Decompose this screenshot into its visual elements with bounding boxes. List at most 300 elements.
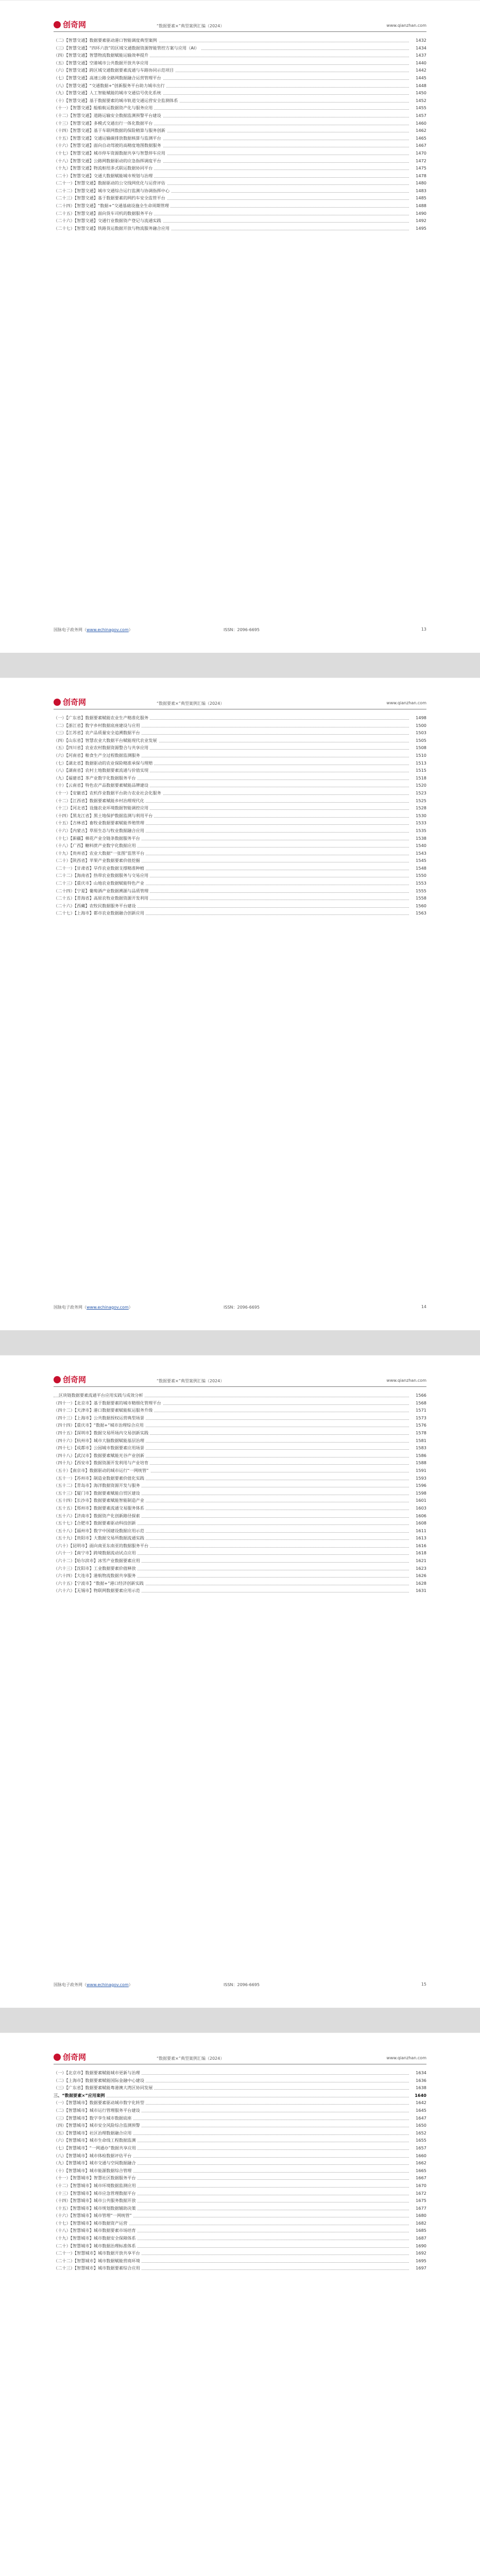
toc-entry[interactable] (54, 2137, 426, 2144)
toc-entry[interactable] (54, 744, 426, 752)
toc-entry-page: 1535 (414, 827, 426, 835)
toc-entry-title: （四）【智慧城市】城市安全风险综合监测预警 (54, 2122, 142, 2129)
header-url: www.qianzhan.com (386, 23, 426, 28)
toc-entry[interactable] (54, 2264, 426, 2272)
toc-entry-page: 1434 (414, 44, 426, 52)
toc-entry-page: 1655 (414, 2137, 426, 2144)
toc-entry-title: （六）【河南省】粮食生产全过程数据监测服务 (54, 752, 142, 759)
toc-entry[interactable] (54, 1467, 426, 1475)
toc-entry-title: （二十四）【智慧交通】“数据+”交通基础设施全生命周期管理 (54, 202, 170, 210)
toc-entry[interactable] (54, 1527, 426, 1535)
toc-entry[interactable] (54, 194, 426, 202)
toc-entry-title: （十五）【智慧城市】城市规划数据辅助决策 (54, 2205, 138, 2212)
toc-entry-page: 1528 (414, 804, 426, 812)
toc-entry[interactable] (54, 2174, 426, 2182)
toc-entry-title: （二十六）【西藏】农牧民数据服务平台建设 (54, 902, 138, 910)
toc-entry-title: （十九）【贵州省】农业大数据“一张图”监管平台 (54, 850, 146, 857)
toc-entry[interactable] (54, 1580, 426, 1587)
toc-entry-title: （二十四）【宁夏】葡萄酒产业数据溯源与品质管理 (54, 887, 150, 895)
toc-entry-title: （十三）【河北省】设施农业环境数据智能调控应用 (54, 804, 150, 812)
toc-entry[interactable] (54, 2144, 426, 2152)
toc-entry-page: 1677 (414, 2205, 426, 2212)
toc-entry-title: （二十七）【智慧交通】铁路货运数据开放与物流服务融合应用 (54, 225, 171, 232)
toc-entry-page: 1457 (414, 112, 426, 120)
toc-entry-title: （十四）【智慧城市】城市公共服务数据开放 (54, 2197, 138, 2205)
toc-entry[interactable] (54, 1587, 426, 1595)
header-url: www.qianzhan.com (386, 1378, 426, 1383)
toc-entry[interactable] (54, 1452, 426, 1460)
toc-entry[interactable] (54, 142, 426, 149)
toc-entry-page: 1432 (414, 37, 426, 44)
logo-text: 创奇网 (63, 1375, 87, 1384)
toc-entry[interactable] (54, 782, 426, 789)
toc-entry[interactable] (54, 865, 426, 872)
toc-entry-page: 1618 (414, 1549, 426, 1557)
footer-source-label: 国脉电子政务网 (54, 628, 82, 632)
toc-entry-page: 1568 (414, 1399, 426, 1407)
header-title: “数据要素×”典型案例汇编（2024） (157, 24, 225, 28)
toc-entry-title: （五十一）【苏州市】制造业数据要素价值化实践 (54, 1475, 146, 1482)
toc-entry[interactable] (54, 1549, 426, 1557)
toc-entry-page: 1576 (414, 1421, 426, 1429)
toc-entry[interactable] (54, 179, 426, 187)
toc-entry[interactable] (54, 1572, 426, 1580)
toc-entry[interactable] (54, 1399, 426, 1407)
toc-entry-page: 1695 (414, 2257, 426, 2265)
toc-entry-title: （十）【云南省】特色农产品数据要素赋能品牌建设 (54, 782, 150, 789)
toc-entry-page: 1460 (414, 120, 426, 127)
toc-entry-page: 1492 (414, 217, 426, 225)
toc-entry[interactable] (54, 729, 426, 737)
toc-entry[interactable] (54, 1489, 426, 1497)
publisher-logo (54, 697, 86, 707)
toc-entry[interactable] (54, 2242, 426, 2250)
toc-entry[interactable] (54, 767, 426, 774)
toc-entry[interactable] (54, 2234, 426, 2242)
document-page (0, 0, 480, 653)
toc-entry-page: 1616 (414, 1542, 426, 1550)
toc-entry-title: （一）【智慧城市】数据要素驱动城市数字化转型 (54, 2099, 146, 2107)
toc-entry[interactable] (54, 2107, 426, 2114)
toc-entry-page: 1490 (414, 210, 426, 217)
toc-entry-title: （三）【智慧交通】“四环六放”的区域交通数据资源智能管控方案与应用（AI） (54, 44, 201, 52)
toc-entry-page: 1608 (414, 1519, 426, 1527)
toc-entry[interactable] (54, 835, 426, 842)
toc-entry-title: （二）【智慧交通】数据要素驱动港口智能调度典型案例 (54, 37, 159, 44)
toc-entry[interactable] (54, 850, 426, 857)
toc-entry[interactable] (54, 1406, 426, 1414)
toc-entry-title: （二十一）【智慧交通】数据驱动的公交线网优化与运营评估 (54, 179, 167, 187)
page-header (54, 696, 426, 709)
toc-entry[interactable] (54, 2227, 426, 2234)
toc-entry-title: （二）【智慧城市】城市运行管理服务平台建设 (54, 2107, 142, 2114)
toc-entry-title: （一）【广东省】数据要素赋能农业生产精准化服务 (54, 714, 150, 722)
toc-entry-page: 1452 (414, 97, 426, 105)
toc-entry-title: （八）【智慧城市】城市体检数据评估平台 (54, 2152, 133, 2160)
header-title: “数据要素×”典型案例汇编（2024） (157, 1379, 225, 1383)
toc-entry-page: 1550 (414, 872, 426, 879)
toc-entry-page: 1667 (414, 2174, 426, 2182)
toc-entry[interactable] (54, 812, 426, 820)
toc-entry[interactable] (54, 157, 426, 165)
toc-entry[interactable] (54, 2084, 426, 2092)
toc-entry-title: （二十六）【智慧交通】交通行业数据资产登记与流通实践 (54, 217, 163, 225)
toc-entry[interactable] (54, 1542, 426, 1550)
toc-entry-page: 1697 (414, 2264, 426, 2272)
toc-entry[interactable] (54, 1429, 426, 1437)
toc-entry-title: （四十八）【武汉市】数据要素赋能光谷产业创新 (54, 1452, 146, 1460)
toc-entry[interactable] (54, 149, 426, 157)
toc-entry-page: 1465 (414, 134, 426, 142)
page-footer (54, 627, 426, 633)
toc-entry[interactable] (54, 127, 426, 134)
toc-entry-title: （五十四）【长沙市】数据要素赋能智能制造产业 (54, 1497, 146, 1504)
toc-entry[interactable] (54, 2190, 426, 2197)
toc-entry-page: 1665 (414, 2167, 426, 2175)
toc-entry-page: 1675 (414, 2197, 426, 2205)
toc-entry-page: 1495 (414, 225, 426, 232)
toc-entry-title: （四十五）【深圳市】数据交易所场内交易创新实践 (54, 1429, 150, 1437)
toc-entry-page: 1548 (414, 865, 426, 872)
toc-entry[interactable] (54, 827, 426, 835)
toc-entry[interactable] (54, 2182, 426, 2190)
toc-entry-title: （十一）【智慧交通】船舶航运数据资产化与服务应用 (54, 104, 154, 112)
toc-entry[interactable] (54, 894, 426, 902)
toc-entry[interactable] (54, 879, 426, 887)
toc-entry[interactable] (54, 2114, 426, 2122)
toc-entry-page: 1508 (414, 744, 426, 752)
toc-entry[interactable] (54, 37, 426, 44)
toc-entry[interactable] (54, 714, 426, 722)
toc-entry[interactable] (54, 112, 426, 120)
toc-entry[interactable] (54, 857, 426, 865)
toc-entry-title: （二十二）【智慧交通】城市交通综合运行监测与协调指挥中心 (54, 187, 171, 195)
toc-entry-page: 1578 (414, 1429, 426, 1437)
toc-entry-page: 1640 (413, 2092, 426, 2099)
toc-entry[interactable] (54, 2219, 426, 2227)
toc-entry-page: 1515 (414, 767, 426, 774)
toc-entry[interactable] (54, 842, 426, 850)
toc-entry-title: （十六）【智慧城市】城市管理“一网统管” (54, 2212, 133, 2219)
toc-entry[interactable] (54, 1557, 426, 1565)
toc-entry-page: 1634 (414, 2069, 426, 2077)
footer-issn: ISSN：2096-6695 (224, 1305, 260, 1310)
toc-entry[interactable] (54, 225, 426, 232)
toc-entry-page: 1638 (414, 2084, 426, 2092)
page-footer (54, 1982, 426, 1988)
toc-entry[interactable] (54, 1519, 426, 1527)
toc-entry-title: （三）【智慧城市】数字孪生城市数据底座 (54, 2114, 133, 2122)
toc-entry[interactable] (54, 804, 426, 812)
toc-entry-page: 1626 (414, 1572, 426, 1580)
toc-entry-page: 1628 (414, 1580, 426, 1587)
toc-entry-title: （二十一）【智慧城市】城市数据开放共享平台 (54, 2249, 142, 2257)
toc-entry-page: 1672 (414, 2190, 426, 2197)
toc-entry-title: （五十九）【贵阳市】大数据交易所数据流通实践 (54, 1534, 146, 1542)
toc-entry-title: （十六）【内蒙古】草原生态与牧业数据融合应用 (54, 827, 146, 835)
leader-dots (54, 2092, 409, 2097)
toc-entry-page: 1505 (414, 737, 426, 744)
toc-entry-title: （十五）【吉林省】畜牧业数据要素赋能养殖管理 (54, 819, 146, 827)
toc-entry[interactable] (54, 1475, 426, 1482)
header-url: www.qianzhan.com (386, 2056, 426, 2060)
toc-entry[interactable] (54, 819, 426, 827)
toc-entry-title: （四十一）【北京市】基于数据要素的城市精细化管理平台 (54, 1399, 163, 1407)
toc-entry-page: 1623 (414, 1565, 426, 1572)
footer-page-number: 14 (421, 1304, 426, 1309)
toc-entry[interactable] (54, 2205, 426, 2212)
toc-entry-page: 1621 (414, 1557, 426, 1565)
toc-entry-title: （四）【智慧交通】智慧物流数据赋能运输效率提升 (54, 52, 150, 59)
toc-entry[interactable] (54, 872, 426, 879)
toc-entry-page: 1660 (414, 2152, 426, 2160)
toc-entry[interactable] (54, 74, 426, 82)
toc-entry-page: 1503 (414, 729, 426, 737)
toc-entry-page: 1475 (414, 164, 426, 172)
toc-entry-page: 1500 (414, 722, 426, 730)
toc-entry-title: （四十三）【上海市】公共数据授权运营典型场景 (54, 1414, 146, 1422)
toc-entry-page: 1586 (414, 1452, 426, 1460)
toc-entry[interactable] (54, 902, 426, 910)
toc-entry-page: 1442 (414, 66, 426, 74)
toc-entry-page: 1445 (414, 74, 426, 82)
toc-entry-page: 1581 (414, 1437, 426, 1445)
publisher-logo (54, 1374, 86, 1385)
toc-entry[interactable] (54, 210, 426, 217)
toc-entry-title: （九）【智慧城市】城市交通与空间数据融合 (54, 2159, 138, 2167)
toc-entry-page: 1601 (414, 1497, 426, 1504)
header-title: “数据要素×”典型案例汇编（2024） (157, 2056, 225, 2061)
toc-entry-page: 1650 (414, 2122, 426, 2129)
toc-entry-page: 1647 (414, 2114, 426, 2122)
toc-entry-page: 1488 (414, 202, 426, 210)
toc-entry[interactable] (54, 97, 426, 105)
toc-entry-page: 1523 (414, 789, 426, 797)
toc-entry-page: 1543 (414, 850, 426, 857)
toc-entry[interactable] (54, 1392, 426, 1399)
toc-entry-page: 1687 (414, 2234, 426, 2242)
footer-source: 国脉电子政务网（www.echinagov.com） (54, 1305, 133, 1310)
footer-page-number: 13 (421, 627, 426, 632)
document-page (0, 1355, 480, 2008)
toc-entry[interactable] (54, 120, 426, 127)
toc-entry-title: （五十五）【郑州市】数据要素流通交易服务体系 (54, 1504, 146, 1512)
toc-entry[interactable] (54, 1421, 426, 1429)
toc-entry[interactable] (54, 44, 426, 52)
toc-entry-page: 1591 (414, 1467, 426, 1475)
toc-entry-page: 1611 (414, 1527, 426, 1535)
toc-entry-title: （十五）【智慧交通】交通运输碳排放数据核算与监测平台 (54, 134, 163, 142)
toc-entry[interactable] (54, 797, 426, 805)
toc-entry[interactable] (54, 2159, 426, 2167)
toc-entry-page: 1437 (414, 52, 426, 59)
toc-entry-page: 1652 (414, 2129, 426, 2137)
toc-entry-title: （十七）【智慧交通】城市停车资源数据共享与智慧停车应用 (54, 149, 167, 157)
toc-entry-title: （六十二）【哈尔滨市】冰雪产业数据要素应用 (54, 1557, 142, 1565)
toc-entry-title: （十）【智慧城市】城市能源数据综合管理 (54, 2167, 133, 2175)
toc-entry-page: 1450 (414, 89, 426, 97)
toc-entry[interactable] (54, 789, 426, 797)
toc-entry-page: 1593 (414, 1475, 426, 1482)
logo-icon (54, 1376, 61, 1383)
logo-text: 创奇网 (63, 20, 87, 29)
toc-entry[interactable] (54, 909, 426, 917)
toc-entry-page: 1573 (414, 1414, 426, 1422)
toc-entry-page: 1448 (414, 82, 426, 90)
toc-entry[interactable] (54, 202, 426, 210)
toc-entry[interactable] (54, 164, 426, 172)
toc-entry[interactable] (54, 1482, 426, 1489)
toc-entry[interactable] (54, 2099, 426, 2107)
toc-entry-title: （二十五）【智慧交通】面向货车司机的数据服务平台 (54, 210, 154, 217)
toc-entry-title: （五十八）【福州市】数字中国建设数据应用示范 (54, 1527, 146, 1535)
toc-entry-page: 1657 (414, 2144, 426, 2152)
toc-entry-title: （五十七）【合肥市】数据要素驱动科技创新 (54, 1519, 138, 1527)
toc-entry-title: （六十三）【沈阳市】工业数据要素价值释放 (54, 1565, 138, 1572)
toc-entry-page: 1513 (414, 759, 426, 767)
toc-entry[interactable] (54, 187, 426, 195)
toc-list (54, 37, 426, 232)
toc-entry-title: （六）【智慧城市】城市生命线工程数据监测 (54, 2137, 138, 2144)
toc-entry[interactable] (54, 2152, 426, 2160)
toc-entry[interactable] (54, 2122, 426, 2129)
toc-entry[interactable] (54, 1437, 426, 1445)
toc-entry-title: （八）【湖南省】农村土地数据要素流通与价值实现 (54, 767, 150, 774)
toc-entry-title: （十一）【智慧城市】智慧社区数据服务平台 (54, 2174, 138, 2182)
toc-entry[interactable] (54, 2167, 426, 2175)
toc-entry-page: 1603 (414, 1504, 426, 1512)
toc-entry-title: （二十）【智慧交通】交通大数据赋能城市规划与治理 (54, 172, 154, 180)
toc-entry-title: （二十五）【青海省】高原农牧业数据资源开发利用 (54, 894, 150, 902)
toc-entry-title: （一）【北京市】数据要素赋能城市更新与治理 (54, 2069, 142, 2077)
toc-entry-page: 1520 (414, 782, 426, 789)
toc-entry-page: 1483 (414, 187, 426, 195)
toc-entry[interactable] (54, 52, 426, 59)
toc-entry[interactable] (54, 1414, 426, 1422)
toc-entry-title: （六十一）【南宁市】跨境数据流动试点应用 (54, 1549, 138, 1557)
toc-entry[interactable] (54, 1512, 426, 1520)
toc-entry-page: 1606 (414, 1512, 426, 1520)
document-page (0, 2032, 480, 2576)
toc-entry[interactable] (54, 2069, 426, 2077)
toc-entry-title: （十三）【智慧城市】城市应急管理数据平台 (54, 2190, 138, 2197)
toc-entry[interactable] (54, 1444, 426, 1452)
toc-entry[interactable] (54, 887, 426, 895)
toc-entry-page: 1518 (414, 774, 426, 782)
toc-entry[interactable] (54, 722, 426, 730)
toc-entry[interactable] (54, 1534, 426, 1542)
toc-entry-title: （七）【智慧城市】“一网通办”数据共享应用 (54, 2144, 138, 2152)
header-title: “数据要素×”典型案例汇编（2024） (157, 701, 225, 706)
toc-entry[interactable] (54, 2077, 426, 2084)
page-header (54, 2050, 426, 2064)
toc-entry-title: （十八）【智慧城市】城市数据要素市场培育 (54, 2227, 138, 2234)
toc-entry-page: 1498 (414, 714, 426, 722)
toc-entry[interactable] (54, 89, 426, 97)
page-header (54, 18, 426, 32)
toc-entry[interactable] (54, 59, 426, 67)
footer-link[interactable]: www.echinagov.com (87, 1305, 129, 1310)
toc-entry-title: （三）【江苏省】农产品质量安全追溯数据平台 (54, 729, 142, 737)
toc-entry[interactable] (54, 2212, 426, 2219)
toc-entry[interactable] (54, 172, 426, 180)
toc-section-heading[interactable] (54, 2092, 426, 2099)
toc-entry[interactable] (54, 1497, 426, 1504)
toc-entry[interactable] (54, 2129, 426, 2137)
logo-text: 创奇网 (63, 698, 87, 707)
toc-entry-page: 1566 (414, 1392, 426, 1399)
toc-list (54, 2069, 426, 2272)
toc-entry[interactable] (54, 217, 426, 225)
toc-entry-page: 1690 (414, 2242, 426, 2250)
toc-entry[interactable] (54, 1565, 426, 1572)
toc-entry-title: 三、“数据要素×”应用案例 (54, 2092, 107, 2099)
toc-entry[interactable] (54, 2249, 426, 2257)
toc-entry-page: 1485 (414, 194, 426, 202)
toc-entry[interactable] (54, 774, 426, 782)
footer-link[interactable]: www.echinagov.com (87, 1982, 129, 1987)
toc-entry-page: 1560 (414, 902, 426, 910)
toc-entry-title: （四）【山东省】智慧农业大数据平台赋能现代农业发展 (54, 737, 159, 744)
toc-entry[interactable] (54, 66, 426, 74)
toc-entry-title: （十二）【江西省】数据要素赋能乡村治理现代化 (54, 797, 146, 805)
toc-entry-page: 1553 (414, 879, 426, 887)
toc-entry-title: （四十七）【成都市】公园城市数据要素应用场景 (54, 1444, 146, 1452)
toc-entry[interactable] (54, 1459, 426, 1467)
toc-entry-page: 1645 (414, 2107, 426, 2114)
toc-entry-page: 1598 (414, 1489, 426, 1497)
toc-entry-title: （二十三）【重庆市】山地农业数据赋能特色产业 (54, 879, 146, 887)
toc-entry[interactable] (54, 1504, 426, 1512)
toc-entry-title: （九）【智慧交通】人工智能赋能的城市交通信号优化系统 (54, 89, 163, 97)
logo-icon (54, 699, 61, 706)
toc-entry-title: （六）【智慧交通】跨区域交通数据要素流通与车路协同示范项目 (54, 66, 175, 74)
toc-entry-page: 1636 (414, 2077, 426, 2084)
toc-entry-page: 1558 (414, 894, 426, 902)
toc-entry[interactable] (54, 737, 426, 744)
toc-entry[interactable] (54, 2197, 426, 2205)
toc-entry-title: （十一）【安徽省】农机作业数据平台助力农业社会化服务 (54, 789, 163, 797)
toc-entry-title: （二）【浙江省】数字乡村数据底座建设与应用 (54, 722, 142, 730)
toc-entry-page: 1583 (414, 1444, 426, 1452)
footer-issn: ISSN：2096-6695 (224, 1982, 260, 1987)
toc-entry-page: 1533 (414, 819, 426, 827)
toc-entry[interactable] (54, 759, 426, 767)
page-footer (54, 1304, 426, 1311)
toc-entry-title: （十四）【智慧交通】基于车联网数据的保险精算与服务创新 (54, 127, 167, 134)
toc-entry[interactable] (54, 82, 426, 90)
toc-entry-page: 1692 (414, 2249, 426, 2257)
toc-entry-page: 1642 (414, 2099, 426, 2107)
toc-entry-page: 1540 (414, 842, 426, 850)
toc-entry-title: （十九）【智慧城市】城市数据安全保障体系 (54, 2234, 138, 2242)
toc-entry-title: （十二）【智慧城市】城市环境数据监测应用 (54, 2182, 138, 2190)
footer-link[interactable]: www.echinagov.com (87, 628, 129, 632)
document-page (0, 677, 480, 1330)
toc-entry-page: 1571 (414, 1406, 426, 1414)
toc-entry[interactable] (54, 2257, 426, 2265)
toc-list (54, 714, 426, 917)
toc-entry-page: 1588 (414, 1459, 426, 1467)
toc-entry[interactable] (54, 134, 426, 142)
toc-entry-page: 1545 (414, 857, 426, 865)
toc-entry-title: （六十六）【无锡市】物联网数据要素应用示范 (54, 1587, 142, 1595)
toc-entry-page: 1563 (414, 909, 426, 917)
toc-entry-page: 1680 (414, 2212, 426, 2219)
toc-entry[interactable] (54, 104, 426, 112)
toc-entry-page: 1478 (414, 172, 426, 180)
toc-entry[interactable] (54, 752, 426, 759)
